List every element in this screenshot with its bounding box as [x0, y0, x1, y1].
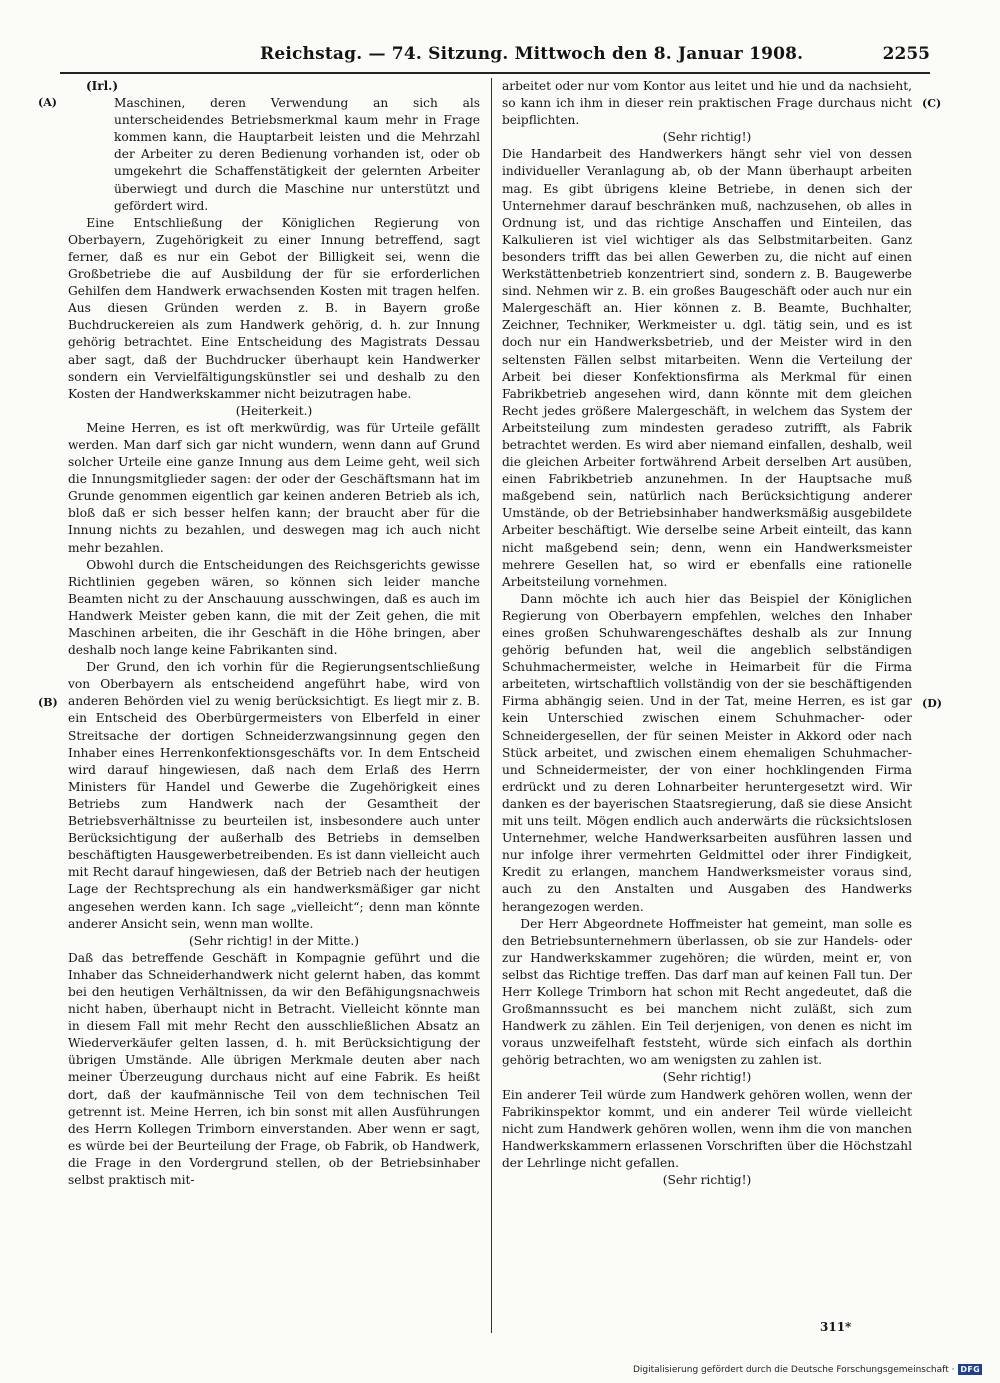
paragraph: Dann möchte ich auch hier das Beispiel der Königlichen Regierung von Oberbayern empfehlen, welches den Inhaber eines großen Schuhwarengeschäftes deshalb als zur Innung gehörig befunden hat, weil die angeblich selbständigen Schuhmachermeister, welche in Heimarbeit für die Firma arbeiteten, wirtschaftlich vollständig von der sie beschäftigenden Firma abhängig seien. Und in der Tat, meine Herren, es ist gar kein Unterschied zwischen einem Schuhmacher- oder Schneidergesellen, der für seinen Meister in Akkord oder nach Stück arbeitet, und zwischen einem ehemaligen Schuhmacher- und Schneidermeister, der von einer hochklingenden Firma erdrückt und zu deren Lohnarbeiter heruntergesetzt wird. Wir danken es der bayerischen Staatsregierung, daß sie diese Ansicht mit uns teilt. Mögen endlich auch anderwärts die rücksichtslosen Unternehmer, welche Handwerksarbeiten ausführen lassen und nur infolge ihrer vermehrten Geldmittel oder ihrer Findigkeit, Kredit zu erlangen, manchem Handwerksmeister voraus sind, auch zu den Anstalten und Ausgaben des Handwerks herangezogen werden. — [502, 591, 912, 914]
speaker-label: (Irl.) — [86, 79, 119, 93]
left-column — [68, 78, 480, 1189]
funding-credit: Digitalisierung gefördert durch die Deutsche Forschungsgemeinschaft · — [632, 1364, 955, 1375]
paragraph: Ein anderer Teil würde zum Handwerk gehören wollen, wenn der Fabrikinspektor kommt, und ein anderer Teil würde vielleicht nicht zum Handwerk gehören wollen, wenn ihm die von manchen Handwerkskammern erlassenen Vorschriften über die Höchstzahl der Lehrlinge nicht gefallen. — [502, 1087, 912, 1170]
paragraph: arbeitet oder nur vom Kontor aus leitet und hie und da nachsieht, so kann ich ihm in dieser rein praktischen Frage durchaus nicht beipflichten. — [502, 79, 912, 128]
interjection: (Sehr richtig! in der Mitte.) — [189, 933, 359, 948]
paragraph: Obwohl durch die Entscheidungen des Reichsgerichts gewisse Richtlinien gegeben wären, so können sich leider manche Beamten nicht zu der Anschauung ausschwingen, daß es auch im Handwerk Meister geben kann, die mit der Zeit gehen, die mit Maschinen arbeiten, die ihr Geschäft in die Höhe bringen, aber deshalb noch lange keine Fabrikanten sind. — [68, 557, 480, 658]
margin-mark-d: (D) — [922, 697, 942, 710]
sheet-signature: 311* — [820, 1320, 852, 1334]
margin-mark-a: (A) — [38, 96, 57, 109]
paragraph: Maschinen, deren Verwendung an sich als unterscheidendes Betriebsmerkmal kaum mehr in Frage kommen kann, die Hauptarbeit leisten und die Mehrzahl der Arbeiter zu deren Bedienung vorhanden ist, oder ob umgekehrt die Schaffenstätigkeit der gelernten Arbeiter überwiegt und durch die Maschine nur unterstützt und gefördert wird. — [114, 96, 480, 213]
page-number: 2255 — [882, 44, 930, 64]
interjection: (Sehr richtig!) — [662, 1070, 752, 1085]
page-title: Reichstag. — 74. Sitzung. Mittwoch den 8. Januar 1908. — [260, 44, 804, 64]
paragraph: Die Handarbeit des Handwerkers hängt sehr viel von dessen individueller Veranlagung ab, ob der Mann überhaupt arbeiten mag. Es gibt übrigens kleine Betriebe, in denen sich der Unternehmer darauf beschränken muß, nachzusehen, ob alles in Ordnung ist, und das richtige Anschaffen und Einteilen, das Kalkulieren ist viel wichtiger als das Selbstmitarbeiten. Ganz besonders trifft das bei allen Gewerben zu, die nicht auf einen Werkstättenbetrieb konzentriert sind, sondern z. B. Baugewerbe sind. Nehmen wir z. B. ein großes Baugeschäft oder auch nur ein Malergeschäft an. Hier können z. B. Beamte, Buchhalter, Zeichner, Techniker, Werkmeister u. dgl. tätig sein, und es ist doch nur ein Handwerksbetrieb, und der Meister wird in den seltensten Fällen selbst mitarbeiten. Wenn die Verteilung der Arbeit bei dieser Konfektionsfirma als Merkmal für einen Fabrikbetrieb angesehen wird, dann könnte mit dem gleichen Recht jedes größere Malergeschäft, in welchem das System der Arbeitsteilung zum mindesten geradeso zutrifft, als Fabrik betrachtet werden. Es wird aber niemand einfallen, deshalb, weil die gleichen Arbeiter fortwährend Arbeit derselben Art ausüben, einen Fabrikbetrieb anzunehmen. In der Hauptsache muß maßgebend sein, natürlich nach Berücksichtigung anderer Umstände, ob der Betriebsinhaber handwerksmäßig ausgebildete Arbeiter beschäftigt. Wie derselbe seine Arbeit einteilt, das kann nicht maßgebend sein; denn, wenn ein Handwerksmeister mehrere Gesellen hat, so wird er ebenfalls eine rationelle Arbeitsteilung vornehmen. — [502, 147, 912, 589]
column-divider — [491, 78, 492, 1333]
interjection: (Sehr richtig!) — [662, 130, 752, 145]
dfg-logo: DFG — [960, 1365, 980, 1374]
right-column — [502, 78, 912, 1189]
interjection: (Sehr richtig!) — [662, 1173, 752, 1187]
paragraph: Eine Entschließung der Königlichen Regierung von Oberbayern, Zugehörigkeit zu einer Innung betreffend, sagt ferner, daß es nur ein Gebot der Billigkeit sei, wenn die Großbetriebe die auf Ausbildung der für sie erforderlichen Gehilfen dem Handwerk erwachsenden Kosten mit tragen helfen. Aus diesen Gründen werden z. B. in Bayern große Buchdruckereien als zum Handwerk gehörig, d. h. zur Innung gehörig betrachtet. Eine Entscheidung des Magistrats Dessau aber sagt, daß der Buchdrucker überhaupt kein Handwerker sondern ein Vervielfältigungskünstler sei und deshalb zu den Kosten der Handwerkskammer nicht beizutragen habe. — [68, 215, 480, 401]
page-header — [60, 44, 930, 74]
margin-mark-c: (C) — [922, 97, 942, 110]
paragraph: Meine Herren, es ist oft merkwürdig, was für Urteile gefällt werden. Man darf sich gar nicht wundern, wenn dann auf Grund solcher Urteile eine ganze Innung aus dem Leime geht, weil sich die Innungsmitglieder sagen: der oder der Geschäftsmann hat im Grunde genommen eigentlich gar keinen anderen Betrieb als ich, bloß daß er sich besser helfen kann; der braucht aber für die Innung nichts zu bezahlen, und deswegen mag ich auch nicht mehr bezahlen. — [68, 420, 480, 555]
digitization-footer — [633, 1364, 982, 1375]
paragraph: Daß das betreffende Geschäft in Kompagnie geführt und die Inhaber das Schneiderhandwerk nicht gelernt haben, das kommt bei den heutigen Verhältnissen, da wir den Befähigungsnachweis nicht haben, überhaupt nicht in Betracht. Vielleicht könnte man in diesem Fall mit mehr Recht den ausschließlichen Absatz an Wiederverkäufer gelten lassen, d. h. mit Berücksichtigung der übrigen Umstände. Alle übrigen Merkmale deuten aber nach meiner Überzeugung durchaus nicht auf eine Fabrik. Es heißt dort, daß der kaufmännische Teil von dem technischen Teil getrennt ist. Meine Herren, ich bin sonst mit allen Ausführungen des Herrn Kollegen Trimborn einverstanden. Aber wenn er sagt, es würde bei der Beurteilung der Frage, ob Fabrik, ob Handwerk, die Frage in den Vordergrund stellen, ob der Betriebsinhaber selbst praktisch mit- — [68, 950, 480, 1187]
margin-mark-b: (B) — [38, 696, 58, 709]
interjection: (Heiterkeit.) — [235, 403, 313, 418]
paragraph: Der Grund, den ich vorhin für die Regierungsentschließung von Oberbayern als entscheidend angeführt habe, wird von anderen Behörden viel zu wenig berücksichtigt. Es liegt mir z. B. ein Entscheid des Oberbürgermeisters von Elberfeld in einer Streitsache der dortigen Schneiderzwangsinnung gegen den Inhaber eines Herrenkonfektionsgeschäfts vor. In dem Entscheid wird darauf hingewiesen, daß nach dem Erlaß des Herrn Ministers für Handel und Gewerbe die Zugehörigkeit eines Betriebs zum Handwerk nach der Gesamtheit der Betriebsverhältnisse zu beurteilen ist, insbesondere auch unter Berücksichtigung der außerhalb des Betriebs in demselben beschäftigten Hausgewerbetreibenden. Es ist dann vielleicht auch mit Recht darauf hingewiesen, daß der Betrieb nach der heutigen Lage der Rechtsprechung als ein handwerksmäßiger gar nicht angesehen werden kann. Ich sage „vielleicht“; denn man könnte anderer Ansicht sein, wenn man wollte. — [68, 660, 480, 931]
paragraph: Der Herr Abgeordnete Hoffmeister hat gemeint, man solle es den Betriebsunternehmern überlassen, ob sie zur Handels- oder zur Handwerkskammer zugehören; die würden, meint er, von selbst das Richtige treffen. Das darf man auf keinen Fall tun. Der Herr Kollege Trimborn hat schon mit Recht angedeutet, daß die Großmannssucht es bei manchem nicht zuläßt, sich zum Handwerk zu zählen. Ein Teil derjenigen, von denen es nicht im voraus unzweifelhaft feststeht, würde sich einfach als dorthin gehörig betrachten, wo am wenigsten zu zahlen ist. — [502, 916, 912, 1068]
